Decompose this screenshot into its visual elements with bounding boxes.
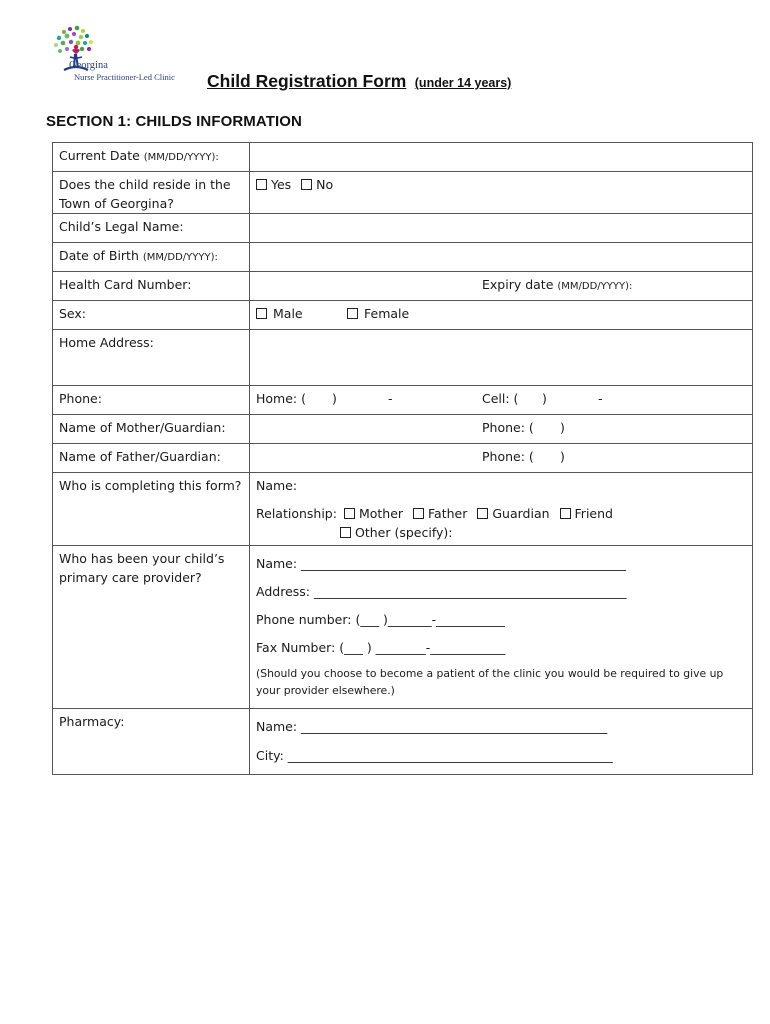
pharmacy-city-line[interactable]: City: ____________________________________________________	[256, 748, 613, 763]
logo-name: Georgina	[69, 60, 108, 71]
cell-phone-dash: -	[598, 391, 603, 406]
date-format-hint: (MM/DD/YYYY):	[142, 252, 218, 263]
label-current-date	[53, 143, 250, 172]
female-option	[347, 304, 409, 323]
label-legal-name: Child’s Legal Name:	[53, 214, 250, 243]
pharmacy-field	[250, 709, 753, 775]
father-field[interactable]	[250, 444, 753, 473]
pharmacy-name-line[interactable]: Name: _________________________________________________	[256, 719, 608, 734]
row-sex	[53, 301, 753, 330]
guardian-checkbox[interactable]	[477, 508, 488, 519]
label-father: Name of Father/Guardian:	[53, 444, 250, 473]
provider-phone-line[interactable]: Phone number: (___ )_______-___________	[256, 612, 505, 627]
date-format-hint: (MM/DD/YYYY):	[557, 281, 633, 292]
form-title-qualifier: (under 14 years)	[414, 76, 512, 90]
row-provider	[53, 546, 753, 709]
phone-field[interactable]	[250, 386, 753, 415]
current-date-field[interactable]	[250, 143, 753, 172]
reside-no-label: No	[316, 177, 334, 192]
provider-address-line[interactable]: Address: __________________________________________________	[256, 584, 627, 599]
reside-yes-label: Yes	[271, 177, 292, 192]
legal-name-field[interactable]	[250, 214, 753, 243]
cell-phone-label: Cell: (	[482, 391, 519, 406]
row-dob	[53, 243, 753, 272]
male-checkbox[interactable]	[256, 308, 267, 319]
expiry-text: Expiry date	[482, 277, 558, 292]
dob-field[interactable]	[250, 243, 753, 272]
mother-checkbox[interactable]	[344, 508, 355, 519]
female-label: Female	[364, 306, 410, 321]
label-health-card: Health Card Number:	[53, 272, 250, 301]
row-legal-name	[53, 214, 753, 243]
mother-field[interactable]	[250, 415, 753, 444]
label-completing: Who is completing this form?	[53, 473, 250, 546]
reside-yes-checkbox[interactable]	[256, 179, 267, 190]
clinic-logo	[50, 24, 208, 88]
row-health-card	[53, 272, 753, 301]
row-reside	[53, 172, 753, 214]
label-mother: Name of Mother/Guardian:	[53, 415, 250, 444]
home-phone-close: )	[332, 391, 337, 406]
row-pharmacy	[53, 709, 753, 775]
date-format-hint: (MM/DD/YYYY):	[143, 152, 219, 163]
provider-field	[250, 546, 753, 709]
label-text: Current Date	[59, 148, 144, 163]
provider-note: (Should you choose to become a patient of the clinic you would be required to give up your provider elsewhere.)	[256, 667, 724, 697]
label-sex: Sex:	[53, 301, 250, 330]
label-provider: Who has been your child’s primary care provider?	[53, 546, 250, 709]
father-checkbox[interactable]	[413, 508, 424, 519]
mother-phone-close: )	[560, 420, 565, 435]
form-title: Child Registration Form	[207, 71, 407, 91]
completer-name-label[interactable]: Name:	[256, 478, 298, 493]
male-label: Male	[273, 306, 303, 321]
home-phone-dash: -	[388, 391, 393, 406]
row-mother	[53, 415, 753, 444]
label-pharmacy: Pharmacy:	[53, 709, 250, 775]
home-address-field[interactable]	[250, 330, 753, 386]
other-row	[256, 523, 746, 542]
child-info-table	[52, 142, 753, 775]
label-phone: Phone:	[53, 386, 250, 415]
label-dob	[53, 243, 250, 272]
option-other: Other (specify):	[355, 525, 453, 540]
row-completing	[53, 473, 753, 546]
row-phone	[53, 386, 753, 415]
home-phone-label: Home: (	[256, 391, 306, 406]
completing-field	[250, 473, 753, 546]
father-phone-label: Phone: (	[482, 449, 534, 464]
row-current-date	[53, 143, 753, 172]
label-home-address: Home Address:	[53, 330, 250, 386]
relationship-label: Relationship:	[256, 506, 337, 521]
logo-subtitle: Nurse Practitioner-Led Clinic	[74, 72, 175, 82]
row-father	[53, 444, 753, 473]
option-friend: Friend	[574, 506, 613, 521]
option-mother: Mother	[358, 506, 404, 521]
section-heading: SECTION 1: CHILDS INFORMATION	[46, 113, 302, 130]
reside-options	[250, 172, 753, 214]
reside-no-checkbox[interactable]	[301, 179, 312, 190]
mother-phone-label: Phone: (	[482, 420, 534, 435]
relationship-row	[256, 504, 746, 523]
label-text: Date of Birth	[59, 248, 143, 263]
health-card-field[interactable]	[250, 272, 753, 301]
provider-name-line[interactable]: Name: ____________________________________________________	[256, 556, 627, 571]
label-reside: Does the child reside in the Town of Georgina?	[53, 172, 250, 214]
option-father: Father	[428, 506, 468, 521]
option-guardian: Guardian	[492, 506, 550, 521]
cell-phone-close: )	[542, 391, 547, 406]
friend-checkbox[interactable]	[560, 508, 571, 519]
sex-options	[250, 301, 753, 330]
provider-fax-line[interactable]: Fax Number: (___ ) ________-____________	[256, 640, 506, 655]
expiry-label	[482, 275, 632, 296]
page-title	[207, 71, 511, 92]
row-home-address	[53, 330, 753, 386]
other-checkbox[interactable]	[340, 527, 351, 538]
female-checkbox[interactable]	[347, 308, 358, 319]
father-phone-close: )	[560, 449, 565, 464]
